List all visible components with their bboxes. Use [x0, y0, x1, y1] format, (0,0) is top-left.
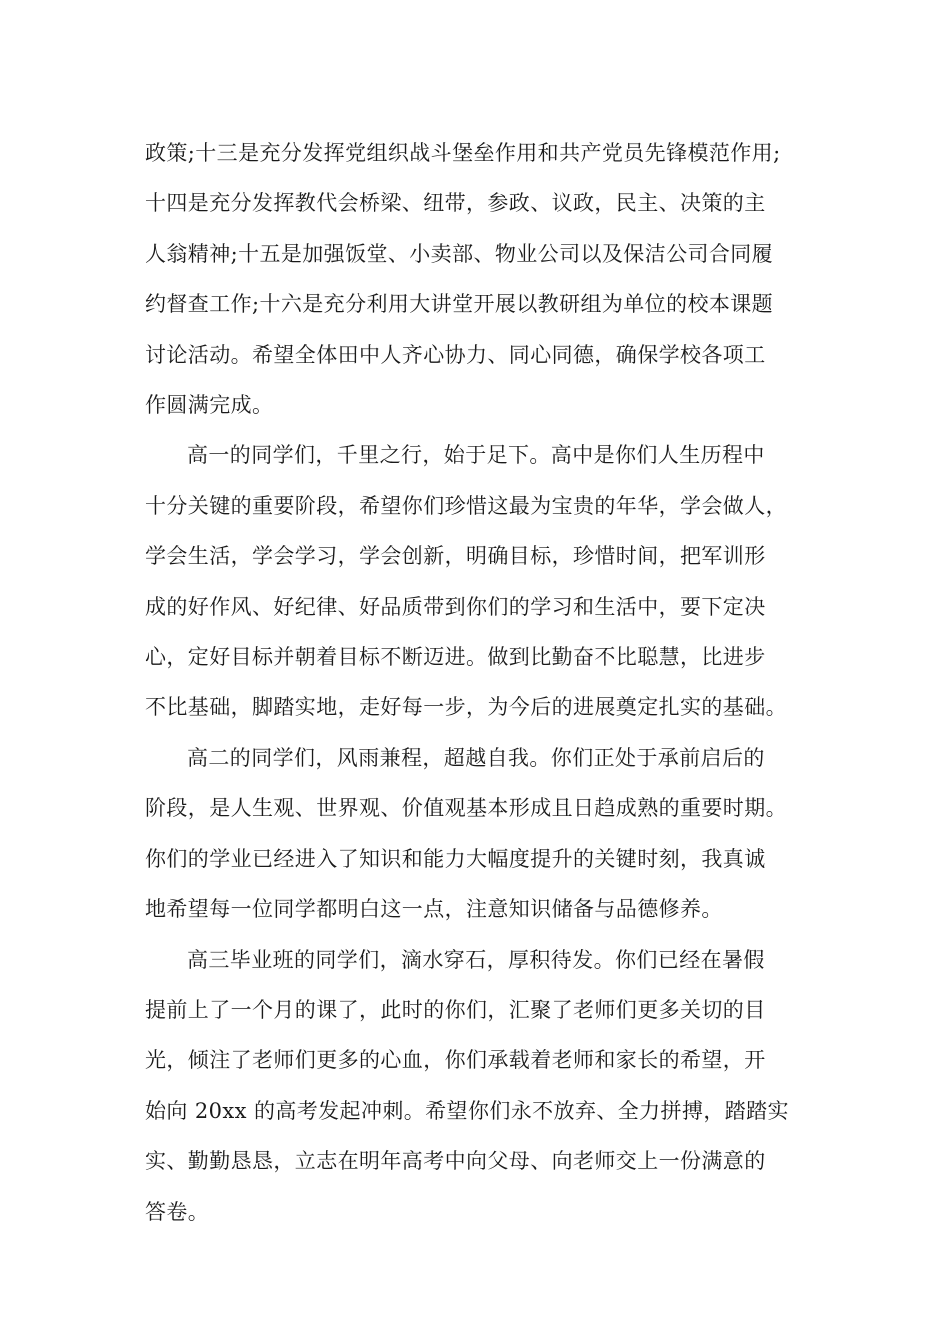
text-line: 作圆满完成。: [145, 393, 274, 418]
text-line: 政策;十三是充分发挥党组织战斗堡垒作用和共产党员先锋模范作用;: [145, 141, 781, 165]
text-line: 心，定好目标并朝着目标不断迈进。做到比勤奋不比聪慧，比进步: [145, 645, 766, 670]
text-line: 地希望每一位同学都明白这一点，注意知识储备与品德修养。: [145, 897, 723, 922]
text-line: 十分关键的重要阶段，希望你们珍惜这最为宝贵的年华，学会做人，: [145, 493, 787, 518]
text-line: 学会生活，学会学习，学会创新，明确目标，珍惜时间，把军训形: [145, 544, 766, 569]
paragraph-grade-one: [145, 430, 825, 732]
text-line: 高三毕业班的同学们，滴水穿石，厚积待发。你们已经在暑假: [187, 947, 765, 972]
text-line: 成的好作风、好纪律、好品质带到你们的学习和生活中，要下定决: [145, 594, 766, 619]
text-line: 实、勤勤恳恳，立志在明年高考中向父母、向老师交上一份满意的: [145, 1149, 766, 1174]
text-line: 约督查工作;十六是充分利用大讲堂开展以教研组为单位的校本课题: [145, 292, 774, 317]
document-body: [145, 128, 825, 1237]
text-line: 高二的同学们，风雨兼程，超越自我。你们正处于承前启后的: [187, 745, 765, 770]
text-line: 高一的同学们，千里之行，始于足下。高中是你们人生历程中: [187, 443, 765, 468]
text-line: 答卷。: [145, 1199, 210, 1224]
paragraph-grade-three: [145, 935, 825, 1237]
text-line: 讨论活动。希望全体田中人齐心协力、同心同德，确保学校各项工: [145, 342, 766, 367]
text-line: 不比基础，脚踏实地，走好每一步，为今后的进展奠定扎实的基础。: [145, 695, 787, 720]
text-line: 阶段，是人生观、世界观、价值观基本形成且日趋成熟的重要时期。: [145, 796, 787, 821]
text-line: 提前上了一个月的课了，此时的你们，汇聚了老师们更多关切的目: [145, 997, 766, 1022]
text-line: 你们的学业已经进入了知识和能力大幅度提升的关键时刻，我真诚: [145, 846, 766, 871]
text-line: 光，倾注了老师们更多的心血，你们承载着老师和家长的希望，开: [145, 1048, 766, 1073]
paragraph-policy-items: [145, 128, 825, 430]
text-line: 十四是充分发挥教代会桥梁、纽带，参政、议政，民主、决策的主: [145, 191, 766, 216]
paragraph-grade-two: [145, 733, 825, 935]
text-line: 始向 20xx 的高考发起冲刺。希望你们永不放弃、全力拼搏，踏踏实: [145, 1098, 789, 1123]
text-line: 人翁精神;十五是加强饭堂、小卖部、物业公司以及保洁公司合同履: [145, 241, 774, 266]
